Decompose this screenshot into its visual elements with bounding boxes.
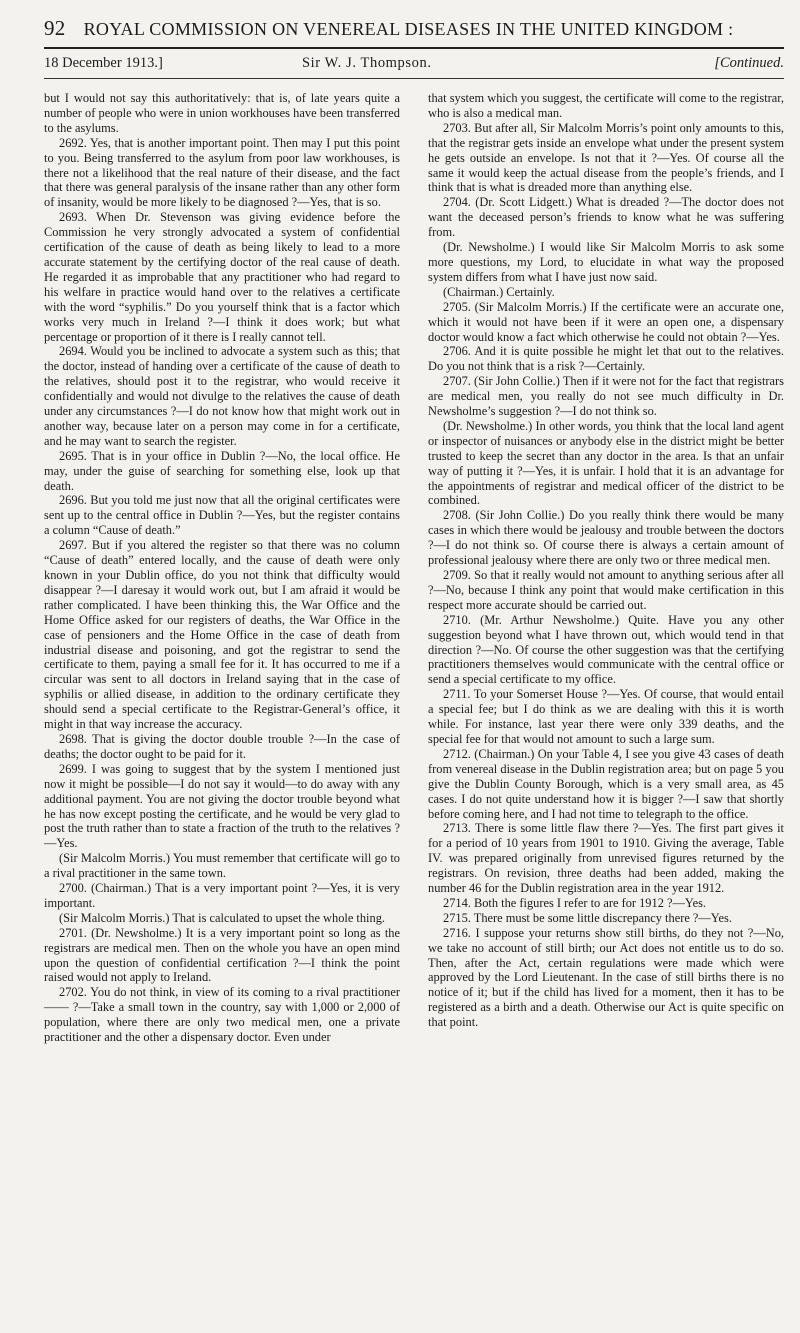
testimony-paragraph: 2694. Would you be inclined to advocate a system such as this; that the doctor, instead of handing over a certificate of the cause of death to the relatives, should post it to the registrar, who would receive it confidentially and would not divulge to the relatives the cause of death under any circumstances ?—I do not know how that might work out in another way, because later on a person may come in for a certificate, and he may want to search the register. [44, 344, 400, 448]
testimony-paragraph: 2712. (Chairman.) On your Table 4, I see you give 43 cases of death from venereal disease in the Dublin registration area; but on page 5 you give the Dublin County Borough, which is a very small area, as 45 cases. I do not quite understand how it is bigger ?—I saw that shortly before coming here, and I had not time to telegraph to the office. [428, 746, 784, 821]
testimony-paragraph: 2713. There is some little flaw there ?—Yes. The first part gives it for a period of 10 years from 1901 to 1910. Giving the average, Table IV. was prepared originally from unrevised figures returned by the registrars. On revision, three deaths had been added, making the number 46 for the Dublin registration area in the year 1912. [428, 821, 784, 896]
session-date: 18 December 1913.] [44, 55, 163, 71]
testimony-paragraph: 2696. But you told me just now that all the original certificates were sent up to the central office in Dublin ?—Yes, but the register contains a column “Cause of death.” [44, 493, 400, 538]
testimony-paragraph: (Sir Malcolm Morris.) That is calculated to upset the whole thing. [59, 910, 385, 925]
testimony-paragraph: 2710. (Mr. Arthur Newsholme.) Quite. Have you any other suggestion beyond what I have thrown out, which would tend in that direction ?—No. Of course the other suggestion was that the certifying practitioners themselves would communicate with the central office or send a special certificate to my office. [428, 612, 784, 687]
witness-name: Sir W. J. Thompson. [302, 55, 432, 71]
testimony-paragraph: 2707. (Sir John Collie.) Then if it were not for the fact that registrars are medical men, you really do not see much difficulty in Dr. Newsholme’s suggestion ?—I do not think so. [428, 374, 784, 419]
left-column [44, 91, 400, 1045]
testimony-paragraph: 2698. That is giving the doctor double trouble ?—In the case of deaths; the doctor ought to be paid for it. [44, 731, 400, 761]
testimony-paragraph: 2716. I suppose your returns show still births, do they not ?—No, we take no account of still birth; our Act does not entitle us to do so. Then, after the Act, certain regulations were made which were approved by the Lord Lieutenant. In the case of still births there is no notice of it; but if the child has lived for a moment, then it has to be registered as a birth and a death. Otherwise our Act is quite specific on that point. [428, 925, 784, 1030]
right-column [428, 91, 784, 1045]
testimony-paragraph: 2706. And it is quite possible he might let that out to the relatives. Do you not think that is a risk ?—Certainly. [428, 344, 784, 374]
running-title: ROYAL COMMISSION ON VENEREAL DISEASES IN THE UNITED KINGDOM : [83, 19, 734, 39]
continued-label: [Continued. [714, 55, 784, 71]
testimony-paragraph: (Sir Malcolm Morris.) You must remember that certificate will go to a rival practitioner in the same town. [44, 851, 400, 881]
testimony-paragraph: but I would not say this authoritatively: that is, of late years quite a number of people who were in union workhouses have been transferred to the asylums. [44, 91, 400, 135]
testimony-paragraph: 2701. (Dr. Newsholme.) It is a very important point so long as the registrars are medical men. Then on the whole you have an open mind upon the question of confidential certification ?—I think the point raised would not apply to Ireland. [44, 925, 400, 985]
testimony-paragraph: 2695. That is in your office in Dublin ?—No, the local office. He may, under the guise of searching for something else, look up that death. [44, 448, 400, 493]
page-header [44, 16, 784, 41]
testimony-paragraph: that system which you suggest, the certificate will come to the registrar, who is also a medical man. [428, 91, 784, 120]
testimony-paragraph: (Chairman.) Certainly. [443, 284, 555, 299]
testimony-paragraph: (Dr. Newsholme.) In other words, you think that the local land agent or inspector of nuisances or anybody else in the district might be better trusted to keep the secret than any doctor in the area. Is that an unfair way of putting it ?—Yes, it is unfair. I hold that it is an advantage for the appointments of registrar and medical officer of the district to be combined. [428, 418, 784, 508]
testimony-paragraph: 2692. Yes, that is another important point. Then may I put this point to you. Being transferred to the asylum from poor law workhouses, is there not a likelihood that the real nature of their disease, and the fact that there was general paralysis of the insane rather than any other form of insanity, would be more likely to be diagnosed ?—Yes, that is so. [44, 135, 400, 210]
testimony-paragraph: 2714. Both the figures I refer to are for 1912 ?—Yes. [443, 895, 707, 910]
testimony-paragraph: 2709. So that it really would not amount to anything serious after all ?—No, because I think any point that would make certification in this respect more accurate should be carried out. [428, 568, 784, 612]
testimony-paragraph: 2704. (Dr. Scott Lidgett.) What is dreaded ?—The doctor does not want the deceased person’s friends to know what he was suffering from. [428, 195, 784, 240]
testimony-paragraph: 2703. But after all, Sir Malcolm Morris’s point only amounts to this, that the registrar gets inside an envelope what under the present system he gets outside an envelope. Is not that it ?—Yes. Of course all the same it would keep the actual disease from the people’s friends, and I think that is what is dreaded more than anything else. [428, 120, 784, 195]
header-rule [44, 47, 784, 49]
testimony-paragraph: (Dr. Newsholme.) I would like Sir Malcolm Morris to ask some more questions, my Lord, to elucidate in what way the proposed system differs from what I have just now said. [428, 240, 784, 284]
testimony-paragraph: 2700. (Chairman.) That is a very important point ?—Yes, it is very important. [44, 881, 400, 910]
testimony-paragraph: 2702. You do not think, in view of its coming to a rival practitioner—— ?—Take a small town in the country, say with 1,000 or 2,000 of population, where there are only two medical men, one a private practitioner and the other a dispensary doctor. Even under [44, 985, 400, 1045]
testimony-paragraph: 2708. (Sir John Collie.) Do you really think there would be many cases in which there would be jealousy and trouble between the doctors ?—I do not think so. Of course there is always a certain amount of professional jealousy where there are only two or three medical men. [428, 508, 784, 568]
text-columns [44, 91, 784, 1045]
header-subline [44, 55, 784, 72]
testimony-paragraph: 2699. I was going to suggest that by the system I mentioned just now it might be possible—I do not say it would—to do away with any additional payment. You are not giving the doctor trouble beyond what he has now except posting the certificate, and he would be very glad to post the truth rather than to state a fraction of the truth to the relatives ?—Yes. [44, 761, 400, 851]
page-number: 92 [44, 16, 66, 40]
testimony-paragraph: 2711. To your Somerset House ?—Yes. Of course, that would entail a special fee; but I do think as we are dealing with this it is worth while. For instance, last year there were only 339 deaths, and the special fee for that would not amount to such a large sum. [428, 687, 784, 746]
testimony-paragraph: 2705. (Sir Malcolm Morris.) If the certificate were an accurate one, which it would not have been if it were an open one, a dispensary doctor would know a fact which otherwise he could not obtain ?—Yes. [428, 299, 784, 344]
testimony-paragraph: 2693. When Dr. Stevenson was giving evidence before the Commission he very strongly advocated a system of confidential certification of the cause of death as being likely to lead to a more accurate statement by the certifying doctor of the real cause of death. He regarded it as improbable that any practitioner who had regard to his welfare in practice would hand over to the relatives a certificate with the word “syphilis.” Do you yourself think that is a factor which works very much in Ireland ?—I think it does work; but what percentage or proportion of it there is I really cannot tell. [44, 210, 400, 344]
testimony-paragraph: 2715. There must be some little discrepancy there ?—Yes. [443, 910, 732, 925]
subheader-rule [44, 78, 784, 79]
testimony-paragraph: 2697. But if you altered the register so that there was no column “Cause of death” entered locally, and the cause of death were only known in your Dublin office, do you not think that difficulty would disappear ?—I daresay it would work out, but I am afraid it would be rather complicated. I have been thinking this, the War Office and the Home Office asked for our registers of deaths, the War Office in the case of pensioners and the Home Office in the case of death from industrial disease and poisoning, and got the registrar to send the certificate to them, paying a small fee for it. It has occurred to me if a circular was sent to all doctors in Ireland saying that in the case of syphilis or allied disease, in addition to the ordinary certificate they should send a special certificate to the Registrar-General’s office, it might in that way increase the accuracy. [44, 538, 400, 732]
